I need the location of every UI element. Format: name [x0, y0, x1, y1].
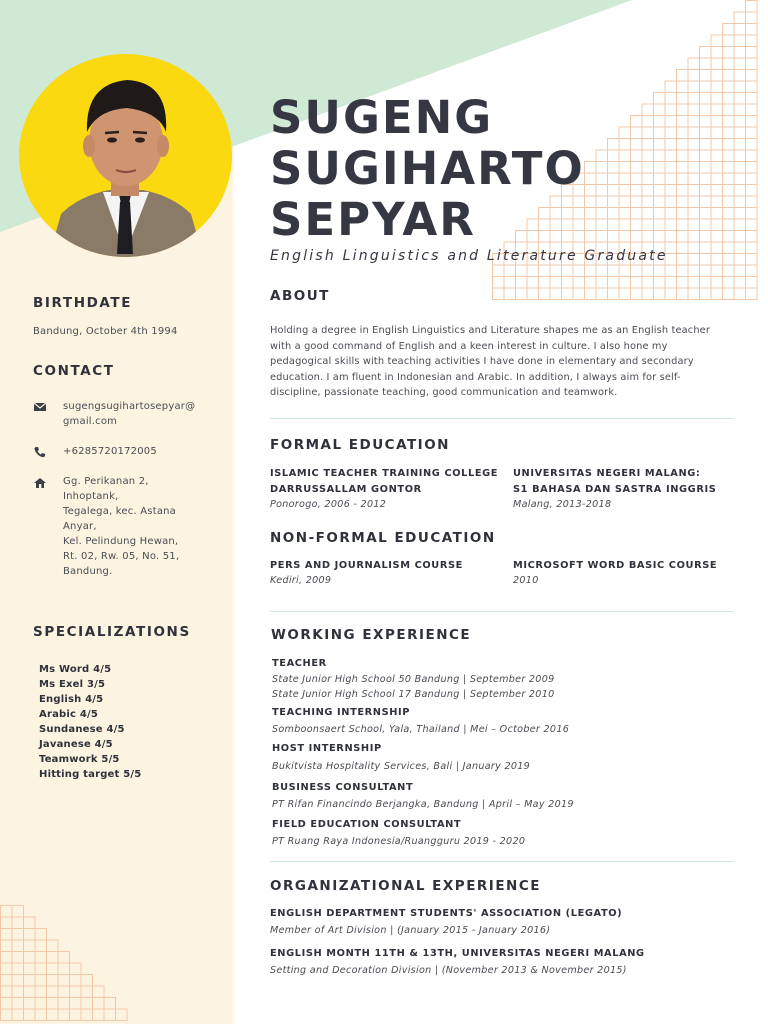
list-item: Arabic 4/5 [39, 709, 98, 720]
job-detail: PT Rifan Financindo Berjangka, Bandung | April – May 2019 [272, 799, 574, 810]
organizational-experience-heading: ORGANIZATIONAL EXPERIENCE [270, 878, 541, 894]
job-detail: PT Ruang Raya Indonesia/Ruangguru 2019 - 2020 [272, 836, 526, 847]
profile-photo [19, 54, 232, 257]
list-item: Hitting target 5/5 [39, 769, 142, 780]
name-line-3: SEPYAR [270, 193, 476, 246]
address-line: Gg. Perikanan 2, [63, 476, 149, 487]
job-detail: Somboonsaert School, Yala, Thailand | Mei – October 2016 [272, 724, 570, 735]
about-line: with a good command of English and a keen interest in culture. I also hone my [270, 340, 668, 352]
education-title [513, 466, 716, 497]
list-item: Sundanese 4/5 [39, 724, 125, 735]
grid-pattern-bottom-left [0, 905, 130, 1024]
job-title: BUSINESS CONSULTANT [272, 782, 414, 793]
birthdate-text: Bandung, October 4th 1994 [33, 326, 178, 337]
education-detail: Ponorogo, 2006 - 2012 [270, 499, 387, 510]
about-line: education. I am fluent in Indonesian and Arabic. In addition, I always aim for self- [270, 371, 681, 383]
email-line-2: gmail.com [63, 416, 118, 427]
list-item: Ms Exel 3/5 [39, 679, 106, 690]
specializations-heading: SPECIALIZATIONS [33, 624, 191, 640]
job-subtitle: English Linguistics and Literature Graduate [270, 248, 668, 264]
nonformal-education-heading: NON-FORMAL EDUCATION [270, 530, 496, 546]
job-detail: State Junior High School 50 Bandung | September 2009 [272, 674, 555, 685]
specializations-list [39, 662, 141, 782]
about-line: discipline, passionate teaching, good communication and teamwork. [270, 387, 618, 398]
address-line: Rt. 02, Rw. 05, No. 51, [63, 551, 180, 562]
birthdate-heading: BIRTHDATE [33, 295, 133, 311]
contact-heading: CONTACT [33, 363, 115, 379]
organization-detail: Member of Art Division | (January 2015 - January 2016) [270, 925, 551, 936]
education-detail: Malang, 2013-2018 [513, 499, 612, 510]
organization-title: ENGLISH DEPARTMENT STUDENTS' ASSOCIATION (LEGATO) [270, 908, 623, 919]
job-detail: State Junior High School 17 Bandung | September 2010 [272, 689, 555, 700]
section-divider [270, 418, 733, 419]
organization-title: ENGLISH MONTH 11TH & 13TH, UNIVERSITAS NEGERI MALANG [270, 948, 645, 959]
education-title-line: DARRUSSALLAM GONTOR [270, 483, 422, 495]
name-line-2: SUGIHARTO [270, 142, 585, 195]
portrait-photo-icon [19, 54, 232, 257]
course-detail: 2010 [513, 575, 539, 586]
about-heading: ABOUT [270, 288, 330, 304]
address-line: Inhoptank, [63, 491, 119, 502]
address-line: Tegalega, kec. Astana [63, 506, 177, 517]
job-detail: Bukitvista Hospitality Services, Bali | January 2019 [272, 761, 531, 772]
job-title: TEACHER [272, 658, 327, 669]
job-title: FIELD EDUCATION CONSULTANT [272, 819, 462, 830]
education-title-line: UNIVERSITAS NEGERI MALANG: [513, 468, 701, 479]
email-line-1: sugengsugihartosepyar@ [63, 401, 196, 412]
phone-text[interactable]: +6285720172005 [63, 446, 157, 457]
home-icon [33, 477, 47, 489]
job-title: TEACHING INTERNSHIP [272, 707, 411, 718]
address-line: Kel. Pelindung Hewan, [63, 536, 179, 547]
section-divider [270, 861, 733, 862]
applicant-name [270, 92, 585, 245]
email-icon [33, 401, 47, 413]
education-title [270, 466, 498, 497]
organization-detail: Setting and Decoration Division | (November 2013 & November 2015) [270, 965, 627, 976]
course-title: PERS AND JOURNALISM COURSE [270, 560, 463, 571]
email-text[interactable] [63, 399, 195, 429]
course-title: MICROSOFT WORD BASIC COURSE [513, 560, 718, 571]
list-item: Teamwork 5/5 [39, 754, 120, 765]
work-experience-heading: WORKING EXPERIENCE [271, 627, 472, 643]
list-item: Ms Word 4/5 [39, 664, 112, 675]
address-line: Anyar, [63, 521, 97, 532]
formal-education-heading: FORMAL EDUCATION [270, 437, 450, 453]
list-item: English 4/5 [39, 694, 104, 705]
list-item: Javanese 4/5 [39, 739, 113, 750]
section-divider [270, 611, 733, 612]
address-text [63, 474, 179, 579]
education-title-line: S1 BAHASA DAN SASTRA INGGRIS [513, 483, 717, 495]
name-line-1: SUGENG [270, 91, 494, 144]
about-line: pedagogical skills with teaching activities I have done in elementary and secondary [270, 356, 694, 367]
about-line: Holding a degree in English Linguistics and Literature shapes me as an English teacher [270, 325, 711, 336]
address-line: Bandung. [63, 566, 113, 577]
course-detail: Kediri, 2009 [270, 575, 332, 586]
job-title: HOST INTERNSHIP [272, 743, 382, 754]
about-text [270, 323, 735, 401]
phone-icon [33, 446, 47, 458]
education-title-line: ISLAMIC TEACHER TRAINING COLLEGE [270, 468, 499, 479]
